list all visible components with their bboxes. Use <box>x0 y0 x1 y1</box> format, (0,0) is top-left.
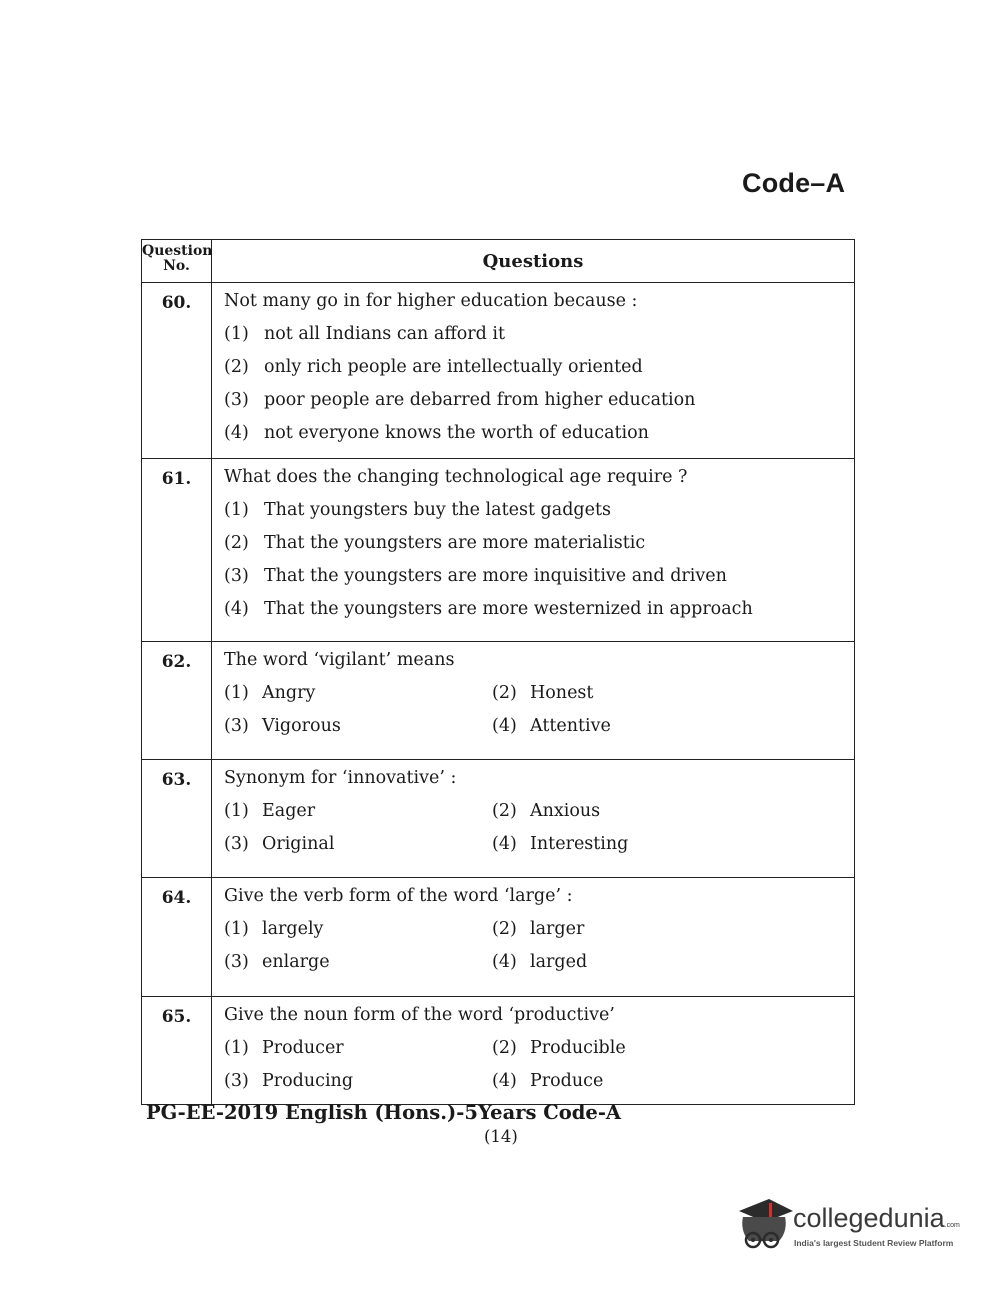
option-text: Producible <box>530 1038 626 1058</box>
table-header-row <box>142 240 855 283</box>
logo-name: collegedunia <box>793 1203 945 1233</box>
option-text: That the youngsters are more westernized in approach <box>264 599 753 619</box>
question-number: 63. <box>142 760 212 878</box>
option-number: (3) <box>224 566 249 586</box>
question-body <box>212 760 855 878</box>
question-stem: Synonym for ‘innovative’ : <box>224 768 457 788</box>
question-body <box>212 997 855 1105</box>
option-number: (2) <box>492 919 517 939</box>
question-number: 60. <box>142 283 212 459</box>
question-stem: Give the verb form of the word ‘large’ : <box>224 886 573 906</box>
question-row <box>142 760 855 878</box>
option <box>224 1038 492 1071</box>
option <box>492 1038 752 1071</box>
logo-suffix: .com <box>944 1222 960 1229</box>
option-text: enlarge <box>262 952 330 972</box>
options-grid <box>224 683 854 749</box>
option <box>492 801 752 834</box>
option <box>224 599 854 632</box>
header-questions: Questions <box>212 240 855 283</box>
option <box>224 919 492 952</box>
footer-title: PG-EE-2019 English (Hons.)-5Years Code-A <box>146 1101 622 1124</box>
option <box>492 716 752 749</box>
option-text: That the youngsters are more materialistic <box>264 533 646 553</box>
question-body <box>212 459 855 642</box>
logo-wordmark <box>793 1203 960 1234</box>
option <box>492 1071 752 1104</box>
option <box>492 952 752 985</box>
option-number: (2) <box>492 801 517 821</box>
question-row <box>142 283 855 459</box>
option <box>224 566 854 599</box>
header-question-no: Question No. <box>142 240 212 283</box>
option <box>492 834 752 867</box>
option <box>224 1071 492 1104</box>
option <box>224 716 492 749</box>
option-number: (4) <box>492 1071 517 1091</box>
question-number: 62. <box>142 642 212 760</box>
option <box>492 683 752 716</box>
option <box>224 390 854 423</box>
option <box>224 324 854 357</box>
option-text: Producing <box>262 1071 354 1091</box>
question-stem: Give the noun form of the word ‘productive’ <box>224 1005 615 1025</box>
question-body <box>212 642 855 760</box>
option <box>224 952 492 985</box>
option-number: (3) <box>224 952 249 972</box>
question-number: 61. <box>142 459 212 642</box>
option-number: (3) <box>224 716 249 736</box>
option-text: only rich people are intellectually oriented <box>264 357 643 377</box>
option-number: (1) <box>224 683 249 703</box>
option-text: Producer <box>262 1038 344 1058</box>
code-label: Code–A <box>742 168 846 198</box>
page-number: (14) <box>484 1127 518 1146</box>
option-number: (4) <box>224 423 249 443</box>
option <box>224 500 854 533</box>
option-text: Vigorous <box>262 716 341 736</box>
option-number: (3) <box>224 834 249 854</box>
option <box>224 683 492 716</box>
option-text: not everyone knows the worth of education <box>264 423 649 443</box>
option-text: Honest <box>530 683 594 703</box>
question-row <box>142 878 855 997</box>
question-row <box>142 997 855 1105</box>
questions-table <box>141 239 855 1105</box>
option <box>224 423 854 456</box>
options-grid <box>224 801 854 867</box>
option-number: (4) <box>492 716 517 736</box>
question-stem: The word ‘vigilant’ means <box>224 650 455 670</box>
option <box>492 919 752 952</box>
option-number: (3) <box>224 390 249 410</box>
option <box>224 357 854 390</box>
logo-tagline: India's largest Student Review Platform <box>794 1238 954 1248</box>
option-number: (1) <box>224 1038 249 1058</box>
option-text: Attentive <box>530 716 611 736</box>
option-text: poor people are debarred from higher education <box>264 390 696 410</box>
option-number: (2) <box>224 357 249 377</box>
option-text: Original <box>262 834 335 854</box>
option-number: (2) <box>492 683 517 703</box>
option-text: Anxious <box>530 801 601 821</box>
option-number: (1) <box>224 919 249 939</box>
option-number: (1) <box>224 500 249 520</box>
options-grid <box>224 919 854 985</box>
question-body <box>212 283 855 459</box>
option <box>224 834 492 867</box>
option-number: (1) <box>224 324 249 344</box>
option-text: That youngsters buy the latest gadgets <box>264 500 611 520</box>
collegedunia-logo <box>735 1195 965 1265</box>
option-number: (2) <box>492 1038 517 1058</box>
question-stem: What does the changing technological age require ? <box>224 467 688 487</box>
question-number: 64. <box>142 878 212 997</box>
option-text: larger <box>530 919 585 939</box>
option-number: (3) <box>224 1071 249 1091</box>
option-text: Interesting <box>530 834 629 854</box>
option-text: largely <box>262 919 324 939</box>
option-number: (4) <box>224 599 249 619</box>
option-text: Produce <box>530 1071 604 1091</box>
options-grid <box>224 1038 854 1104</box>
option-number: (2) <box>224 533 249 553</box>
question-row <box>142 642 855 760</box>
option-number: (4) <box>492 834 517 854</box>
question-number: 65. <box>142 997 212 1105</box>
option-text: not all Indians can afford it <box>264 324 506 344</box>
option <box>224 533 854 566</box>
option <box>224 801 492 834</box>
option-number: (1) <box>224 801 249 821</box>
option-text: Eager <box>262 801 316 821</box>
option-text: Angry <box>262 683 316 703</box>
question-row <box>142 459 855 642</box>
question-body <box>212 878 855 997</box>
question-stem: Not many go in for higher education because : <box>224 291 638 311</box>
mascot-graduation-cap-icon <box>735 1195 795 1257</box>
option-number: (4) <box>492 952 517 972</box>
option-text: That the youngsters are more inquisitive and driven <box>264 566 727 586</box>
option-text: larged <box>530 952 588 972</box>
